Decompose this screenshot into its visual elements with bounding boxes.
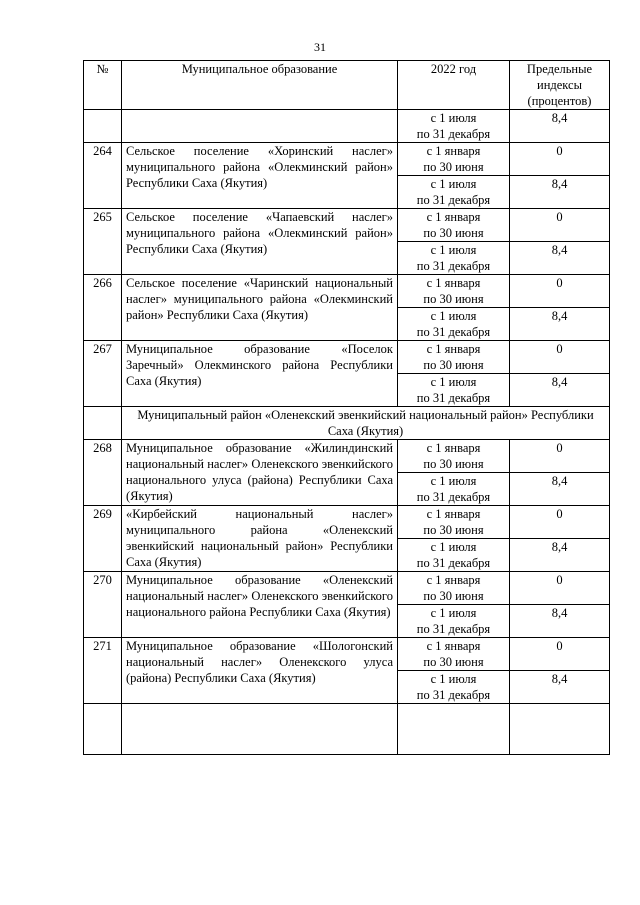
continuation-number-cell xyxy=(84,110,122,143)
table-row xyxy=(84,275,610,308)
second-half-period-cell xyxy=(398,176,510,209)
period-to: по 31 декабря xyxy=(416,556,491,570)
index-table xyxy=(83,60,610,755)
continuation-index-cell: 8,4 xyxy=(510,110,610,143)
second-half-period-cell xyxy=(398,671,510,704)
period-from: с 1 января xyxy=(426,573,481,587)
first-half-period-cell xyxy=(398,638,510,671)
period-to: по 31 декабря xyxy=(416,325,491,339)
second-half-period-cell xyxy=(398,242,510,275)
period-to: по 31 декабря xyxy=(416,688,491,702)
row-number-cell: 270 xyxy=(84,572,122,638)
first-half-index-cell: 0 xyxy=(510,341,610,374)
period-from: с 1 июля xyxy=(430,540,477,554)
period-from: с 1 июля xyxy=(430,309,477,323)
table-row xyxy=(84,209,610,242)
municipality-name-cell: Муниципальное образование «Оленекский национальный наслег» Оленекского эвенкийского национального района Республики Саха (Якутия) xyxy=(122,572,398,638)
second-half-index-cell: 8,4 xyxy=(510,539,610,572)
table-header-row xyxy=(84,61,610,110)
period-from: с 1 января xyxy=(426,144,481,158)
first-half-period-cell xyxy=(398,275,510,308)
continuation-row xyxy=(84,110,610,143)
first-half-index-cell: 0 xyxy=(510,572,610,605)
continuation-name-cell xyxy=(122,110,398,143)
spacer-cell xyxy=(510,704,610,755)
second-half-index-cell: 8,4 xyxy=(510,605,610,638)
municipality-name-cell: Сельское поселение «Чапаевский наслег» муниципального района «Олекминский район» Республики Саха (Якутия) xyxy=(122,209,398,275)
second-half-period-cell xyxy=(398,605,510,638)
first-half-index-cell: 0 xyxy=(510,506,610,539)
continuation-period-cell xyxy=(398,110,510,143)
row-number-cell: 271 xyxy=(84,638,122,704)
header-year: 2022 год xyxy=(398,61,510,110)
table-row xyxy=(84,143,610,176)
row-number-cell: 265 xyxy=(84,209,122,275)
municipality-name-cell: «Кирбейский национальный наслег» муниципального района «Оленекский эвенкийский национальный район» Республики Саха (Якутия) xyxy=(122,506,398,572)
row-number-cell: 268 xyxy=(84,440,122,506)
period-to: по 30 июня xyxy=(423,523,484,537)
first-half-index-cell: 0 xyxy=(510,440,610,473)
second-half-index-cell: 8,4 xyxy=(510,473,610,506)
section-empty-cell xyxy=(84,407,122,440)
period-from: с 1 января xyxy=(426,210,481,224)
period-from: с 1 июля xyxy=(430,111,477,125)
spacer-cell xyxy=(122,704,398,755)
period-from: с 1 января xyxy=(426,507,481,521)
second-half-period-cell xyxy=(398,473,510,506)
municipality-name-cell: Муниципальное образование «Поселок Заречный» Олекминского района Республики Саха (Якутия) xyxy=(122,341,398,407)
period-to: по 30 июня xyxy=(423,589,484,603)
period-to: по 31 декабря xyxy=(416,622,491,636)
period-from: с 1 июля xyxy=(430,672,477,686)
municipality-name-cell: Муниципальное образование «Жилиндинский национальный наслег» Оленекского эвенкийского национального улуса (района) Республики Саха (Якутия) xyxy=(122,440,398,506)
period-to: по 31 декабря xyxy=(416,259,491,273)
period-to: по 31 декабря xyxy=(416,490,491,504)
municipality-name-cell: Сельское поселение «Чаринский национальный наслег» муниципального района «Олекминский район» Республики Саха (Якутия) xyxy=(122,275,398,341)
section-title: Муниципальный район «Оленекский эвенкийский национальный район» Республики Саха (Якутия) xyxy=(122,407,610,440)
second-half-period-cell xyxy=(398,308,510,341)
row-number-cell: 264 xyxy=(84,143,122,209)
first-half-period-cell xyxy=(398,440,510,473)
period-from: с 1 июля xyxy=(430,243,477,257)
period-to: по 30 июня xyxy=(423,358,484,372)
header-index: Предельные индексы (процентов) xyxy=(510,61,610,110)
page-number: 31 xyxy=(314,40,326,54)
period-to: по 30 июня xyxy=(423,160,484,174)
second-half-index-cell: 8,4 xyxy=(510,374,610,407)
first-half-period-cell xyxy=(398,143,510,176)
period-from: с 1 января xyxy=(426,441,481,455)
table-row xyxy=(84,440,610,473)
spacer-cell xyxy=(398,704,510,755)
table-row xyxy=(84,572,610,605)
first-half-period-cell xyxy=(398,572,510,605)
period-to: по 31 декабря xyxy=(416,193,491,207)
period-to: по 31 декабря xyxy=(416,391,491,405)
period-to: по 30 июня xyxy=(423,292,484,306)
row-number-cell: 267 xyxy=(84,341,122,407)
first-half-index-cell: 0 xyxy=(510,638,610,671)
first-half-index-cell: 0 xyxy=(510,143,610,176)
second-half-index-cell: 8,4 xyxy=(510,308,610,341)
row-number-cell: 269 xyxy=(84,506,122,572)
period-from: с 1 января xyxy=(426,342,481,356)
municipality-name-cell: Сельское поселение «Хоринский наслег» муниципального района «Олекминский район» Республики Саха (Якутия) xyxy=(122,143,398,209)
section-row xyxy=(84,407,610,440)
table-row xyxy=(84,638,610,671)
first-half-period-cell xyxy=(398,506,510,539)
table-row xyxy=(84,341,610,374)
spacer-cell xyxy=(84,704,122,755)
period-from: с 1 июля xyxy=(430,606,477,620)
period-to: по 30 июня xyxy=(423,655,484,669)
header-number: № xyxy=(84,61,122,110)
first-half-index-cell: 0 xyxy=(510,275,610,308)
table-body xyxy=(84,110,610,755)
second-half-index-cell: 8,4 xyxy=(510,671,610,704)
first-half-period-cell xyxy=(398,209,510,242)
period-to: по 30 июня xyxy=(423,226,484,240)
second-half-period-cell xyxy=(398,539,510,572)
first-half-index-cell: 0 xyxy=(510,209,610,242)
first-half-period-cell xyxy=(398,341,510,374)
period-to: по 30 июня xyxy=(423,457,484,471)
second-half-index-cell: 8,4 xyxy=(510,242,610,275)
table-end-spacer xyxy=(84,704,610,755)
second-half-index-cell: 8,4 xyxy=(510,176,610,209)
second-half-period-cell xyxy=(398,374,510,407)
period-from: с 1 июля xyxy=(430,375,477,389)
period-from: с 1 января xyxy=(426,639,481,653)
period-from: с 1 января xyxy=(426,276,481,290)
row-number-cell: 266 xyxy=(84,275,122,341)
period-from: с 1 июля xyxy=(430,474,477,488)
period-to: по 31 декабря xyxy=(416,127,491,141)
header-municipality: Муниципальное образование xyxy=(122,61,398,110)
municipality-name-cell: Муниципальное образование «Шологонский национальный наслег» Оленекского улуса (района) Республики Саха (Якутия) xyxy=(122,638,398,704)
period-from: с 1 июля xyxy=(430,177,477,191)
table-row xyxy=(84,506,610,539)
